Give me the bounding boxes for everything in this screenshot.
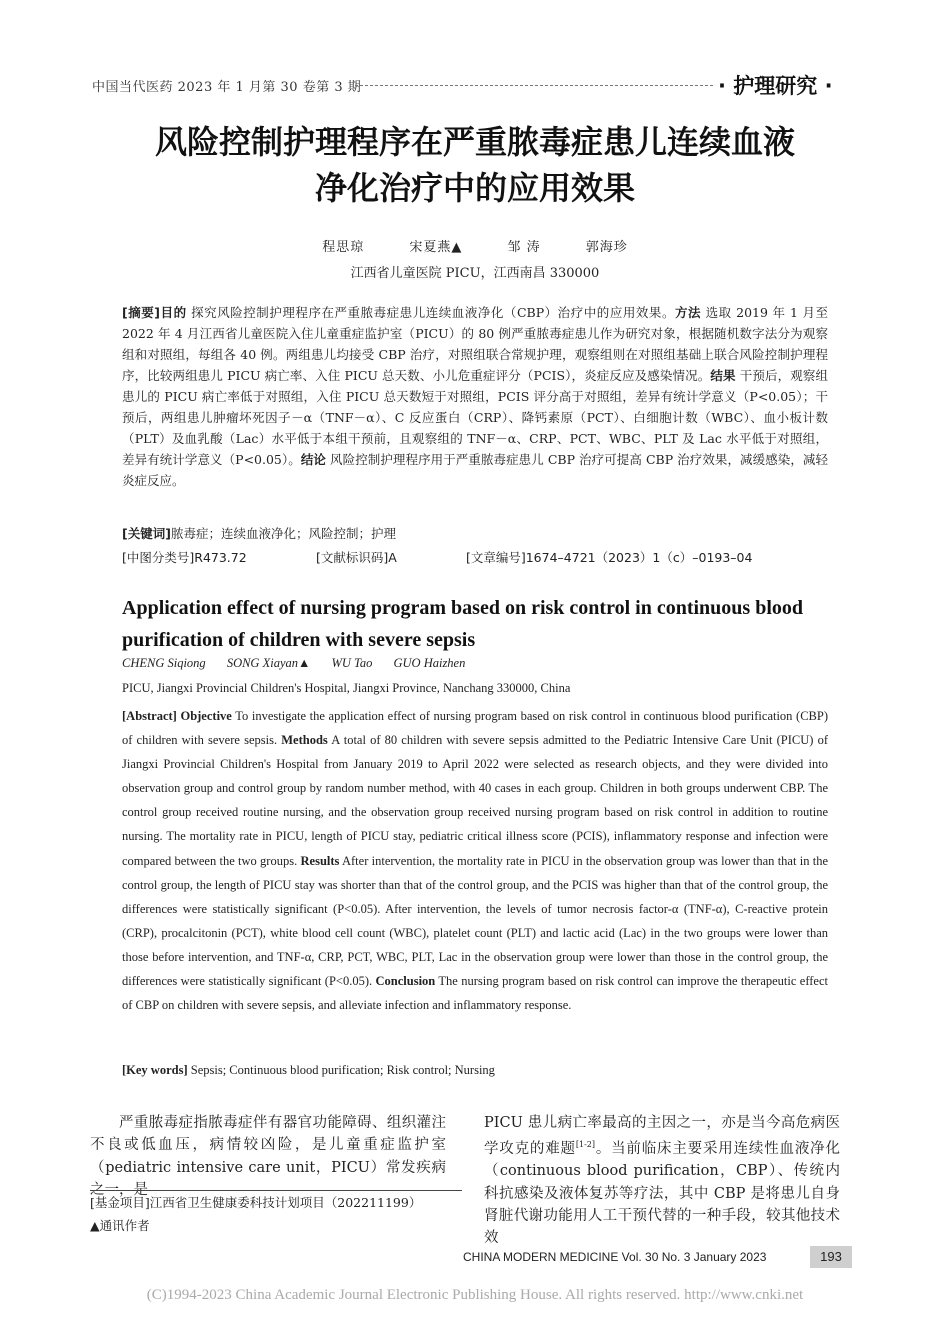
english-author: CHENG Siqiong <box>122 656 206 670</box>
author: 宋夏燕▲ <box>409 240 463 255</box>
section-label: · 护理研究 · <box>718 74 833 98</box>
affiliation: 江西省儿童医院 PICU，江西南昌 330000 <box>350 266 600 281</box>
keywords-label: [关键词] <box>122 526 171 541</box>
body-left-paragraph: 严重脓毒症指脓毒症伴有器官功能障碍、组织灌注不良或低血压，病情较凶险，是儿童重症监护室（pediatric intensive care unit，PICU）常发疾病之一，是 <box>90 1115 446 1198</box>
english-author: GUO Haizhen <box>393 656 466 670</box>
english-title: Application effect of nursing program based on risk control in continuous blood purification of children with severe sepsis <box>122 597 804 651</box>
journal-info: 中国当代医药 2023 年 1 月第 30 卷第 3 期 <box>92 80 362 95</box>
en-results-label: Results <box>300 853 340 868</box>
en-conclusion-label: Conclusion <box>375 974 436 989</box>
title-line-2: 净化治疗中的应用效果 <box>314 169 635 207</box>
clc-label: [中图分类号] <box>122 550 195 565</box>
corresponding-footnote: ▲通讯作者 <box>90 1218 150 1233</box>
en-objective-text: To investigate the application effect of nursing program based on risk control in continuous blood purification (CBP) of children with severe sepsis. <box>122 709 829 748</box>
body-right-text-a: PICU 患儿病亡率最高的主因之一，亦是当今高危病医学攻克的难题 <box>484 1115 840 1158</box>
methods-text: 选取 2019 年 1 月至 2022 年 4 月江西省儿童医院入住儿童重症监护室（PICU）的 80 例严重脓毒症患儿作为研究对象，根据随机数字法分为观察组和对照组，每组各 40 例。两组患儿均接受 CBP 治疗，对照组联合常规护理，观察组则在对照组基础上联合风险控制护理程序，比较两组患儿 PICU 病亡率、入住 PICU 总天数、小儿危重症评分（PCIS），炎症反应及感染情况。 <box>122 305 828 383</box>
header-divider <box>355 85 713 86</box>
english-keywords <box>122 1063 495 1078</box>
doc-label: [文献标识码] <box>315 550 389 565</box>
methods-label: 方法 <box>674 305 702 320</box>
classification-line <box>122 548 828 566</box>
footnote-divider <box>90 1190 462 1191</box>
author: 郭海珍 <box>585 240 628 255</box>
fund-footnote: [基金项目]江西省卫生健康委科技计划项目（202211199） <box>90 1195 422 1210</box>
clc-number <box>122 548 312 566</box>
abstract-label: [摘要] <box>122 305 161 320</box>
en-methods-text: A total of 80 children with severe sepsis admitted to the Pediatric Intensive Care Unit (PICU) of Jiangxi Provincial Children's Hospital from January 2019 to April 2022 were selected as research objects, and they were divided into observation group and control group by random number method, with 40 cases in each group. Children in both groups underwent CBP. The control group received routine nursing, and the observation group received nursing program based on risk control in addition to routine nursing. The mortality rate in PICU, length of PICU stay, pediatric critical illness score (PCIS), inflammatory response and infection were compared between the two groups. <box>122 733 828 868</box>
citation[interactable]: [1-2] <box>575 1140 595 1150</box>
page-number: 193 <box>810 1246 852 1268</box>
keywords <box>122 524 396 542</box>
purpose-text: 探究风险控制护理程序在严重脓毒症患儿连续血液净化（CBP）治疗中的应用效果。 <box>186 305 675 320</box>
article-value: 1674–4721（2023）1（c）–0193–04 <box>525 550 753 565</box>
en-results-text: After intervention, the mortality rate in PICU in the observation group was lower than that in the control group, the length of PICU stay was shorter than that of the control group, and the PCIS was higher than that of the control group, the differences were statistically significant (P<0.05). After intervention, the levels of tumor necrosis factor-α (TNF-α), C-reactive protein (CRP), procalcitonin (PCT), white blood cell count (WBC), platelet count (PLT) and lactic acid (Lac) in the two groups were lower than those before intervention, and TNF-α, CRP, PCT, WBC, PLT, Lac in the observation group were lower than those in the control group, the differences were statistically significant (P<0.05). <box>122 853 829 989</box>
body-right-text-b: 。当前临床主要采用连续性血液净化（continuous blood purification，CBP）、传统内科抗感染及液体复苏等疗法，其中 CBP 是将患儿自身肾脏代谢功能用人工干预代替的一种手段，较其他技术效 <box>484 1141 840 1247</box>
english-author: WU Tao <box>331 656 373 670</box>
en-methods-label: Methods <box>281 733 328 748</box>
author: 邹 涛 <box>507 240 541 255</box>
doc-code <box>316 548 462 566</box>
body-right-paragraph <box>484 1112 840 1250</box>
keywords-text: 脓毒症；连续血液净化；风险控制；护理 <box>170 526 396 541</box>
english-abstract <box>122 704 828 1017</box>
footer-journal: CHINA MODERN MEDICINE Vol. 30 No. 3 January 2023 <box>463 1250 767 1264</box>
clc-value: R473.72 <box>194 550 247 565</box>
results-label: 结果 <box>710 368 736 383</box>
author-list <box>0 236 950 255</box>
conclusion-label: 结论 <box>300 452 327 467</box>
english-author-list <box>122 656 483 671</box>
title-line-1: 风险控制护理程序在严重脓毒症患儿连续血液 <box>154 123 795 161</box>
purpose-label: 目的 <box>160 305 187 320</box>
english-affiliation: PICU, Jiangxi Provincial Children's Hospital, Jiangxi Province, Nanchang 330000, China <box>122 681 571 695</box>
en-objective-label: Objective <box>180 709 232 723</box>
en-conclusion-text: The nursing program based on risk control can improve the therapeutic effect of CBP on children with severe sepsis, and alleviate infection and inflammatory response. <box>122 974 829 1013</box>
en-keywords-text: Sepsis; Continuous blood purification; Risk control; Nursing <box>187 1063 495 1077</box>
results-text: 干预后，观察组患儿的 PICU 病亡率低于对照组，入住 PICU 总天数短于对照组，PCIS 评分高于对照组，差异有统计学意义（P<0.05）；干预后，两组患儿肿瘤坏死因子－α（TNF－α）、C 反应蛋白（CRP）、降钙素原（PCT）、白细胞计数（WBC）、血小板计数（PLT）及血乳酸（Lac）水平低于本组干预前，且观察组的 TNF－α、CRP、PCT、WBC、PLT 及 Lac 水平低于对照组，差异有统计学意义（P<0.05）。 <box>122 368 828 467</box>
doc-value: A <box>388 550 397 565</box>
watermark[interactable]: (C)1994-2023 China Academic Journal Electronic Publishing House. All rights reserved. http://www.cnki.net <box>146 1287 804 1303</box>
conclusion-text: 风险控制护理程序用于严重脓毒症患儿 CBP 治疗可提高 CBP 治疗效果，减缓感染，减轻炎症反应。 <box>122 452 828 488</box>
article-number <box>466 548 753 566</box>
en-abstract-label: [Abstract] <box>122 709 177 723</box>
article-label: [文章编号] <box>465 550 526 565</box>
author: 程思琼 <box>322 240 365 255</box>
english-author: SONG Xiayan▲ <box>226 656 311 670</box>
en-keywords-label: [Key words] <box>122 1063 188 1077</box>
chinese-abstract <box>122 302 828 491</box>
